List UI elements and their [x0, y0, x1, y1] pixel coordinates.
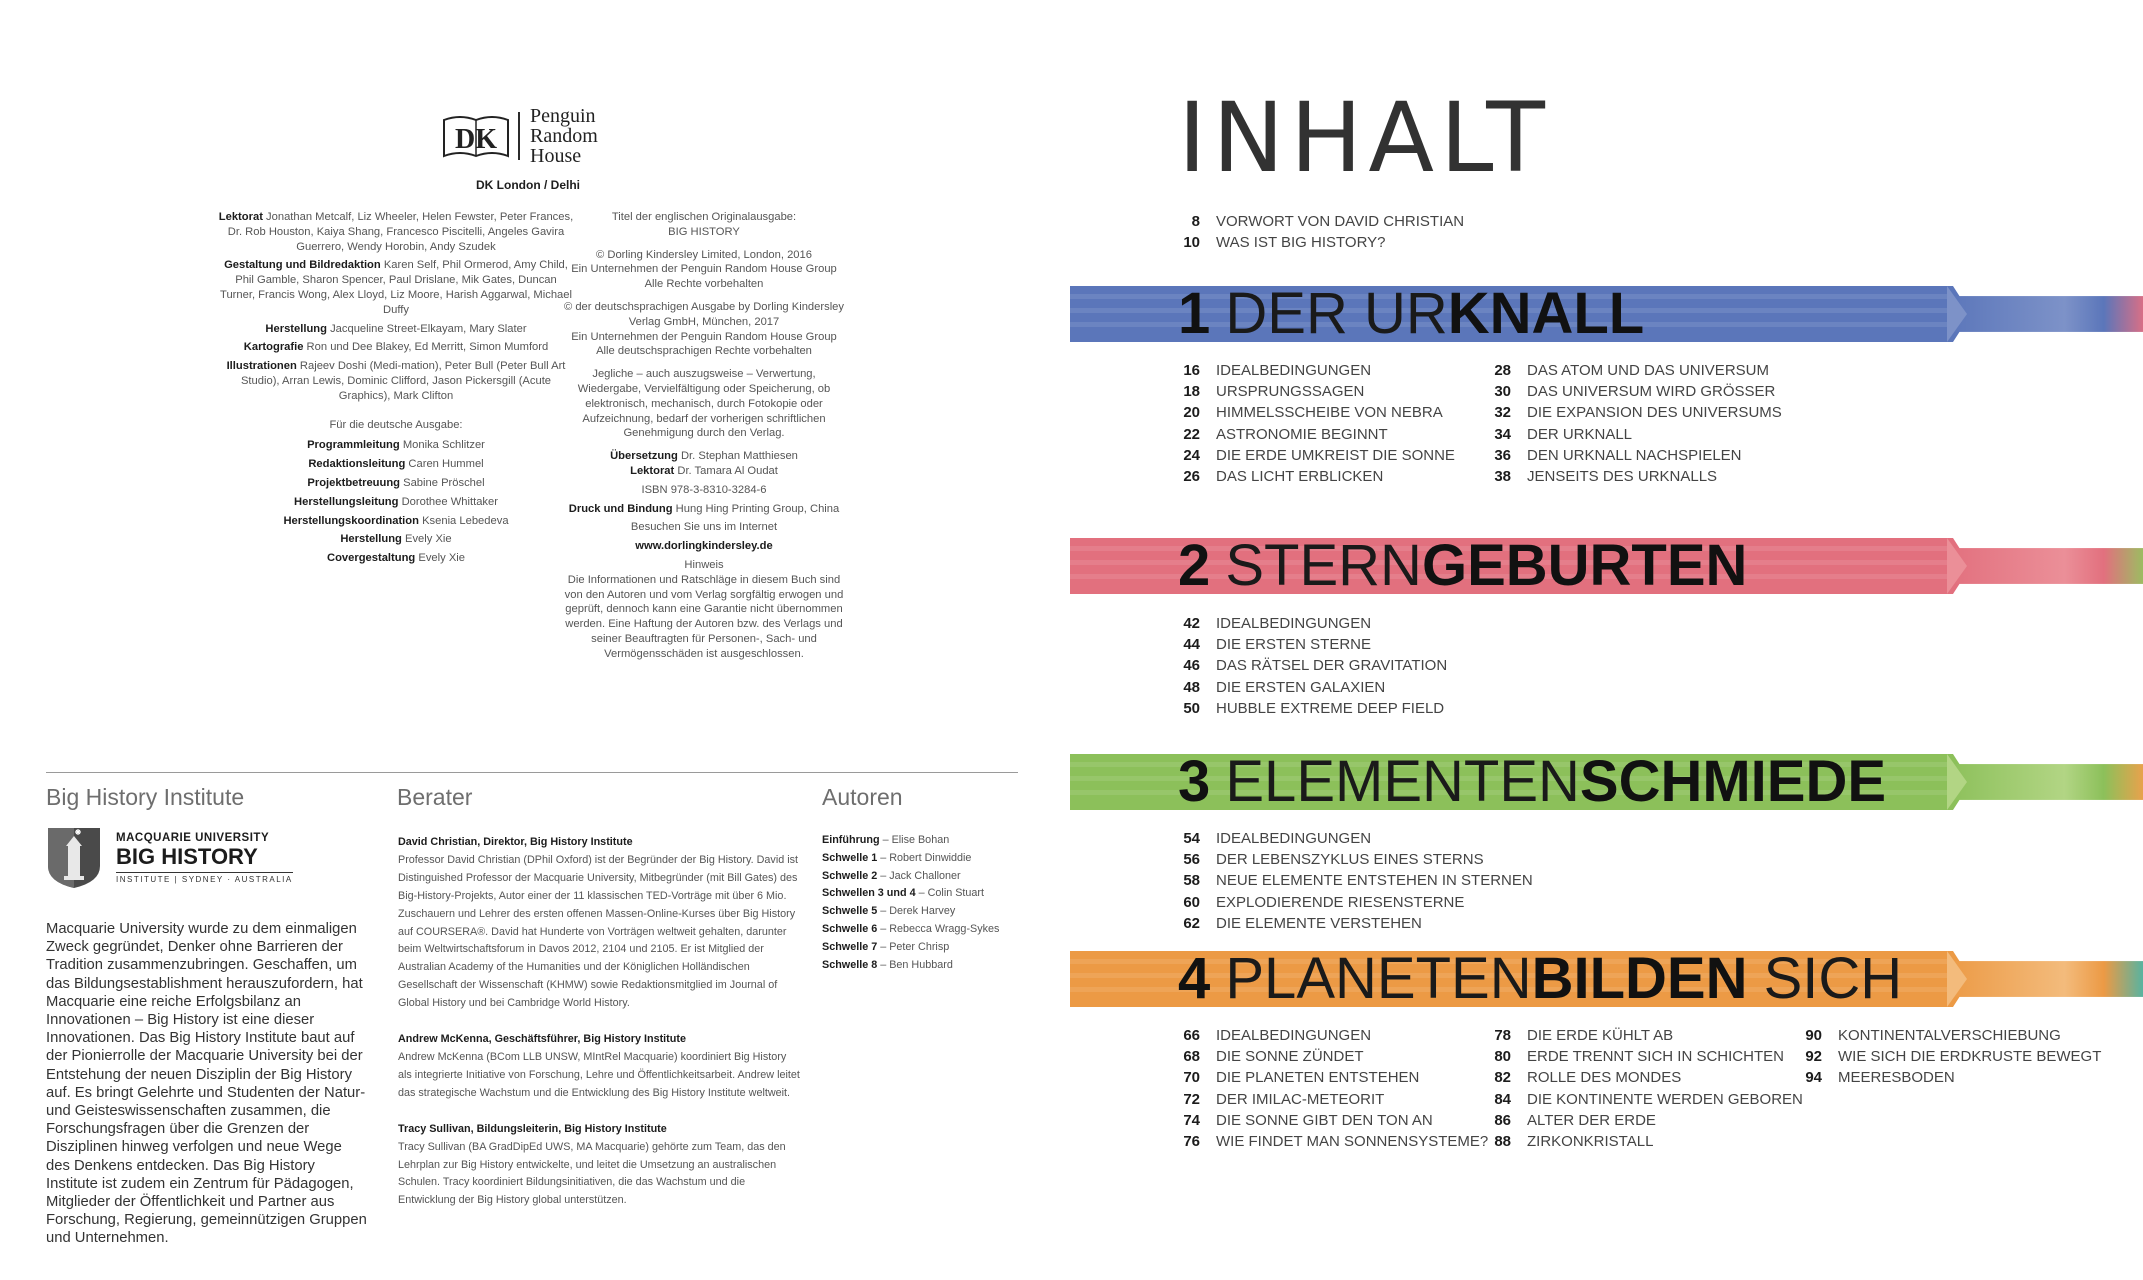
toc-label: ROLLE DES MONDES [1527, 1069, 1682, 1087]
chapter-title-bold: BILDEN [1531, 946, 1748, 1011]
german-edition-heading: Für die deutsche Ausgabe: [329, 418, 463, 431]
section-divider [46, 772, 1018, 773]
toc-page-number: 66 [1183, 1027, 1200, 1044]
credit-role: Gestaltung und Bildredaktion [224, 259, 381, 272]
autor-entry [822, 868, 1022, 886]
chapter-title-thin: STERN [1225, 533, 1422, 598]
toc-entry[interactable] [1170, 402, 1455, 423]
svg-text:DK: DK [455, 124, 497, 155]
chapter-title [1178, 533, 1748, 598]
toc-entry[interactable] [1170, 655, 1447, 676]
berater-name: David Christian, Direktor, Big History Institute [398, 836, 633, 848]
toc-label: NEUE ELEMENTE ENTSTEHEN IN STERNEN [1216, 872, 1533, 890]
credit-names: Caren Hummel [405, 458, 484, 471]
chapter-number: 3 [1178, 749, 1226, 814]
toc-label: ZIRKONKRISTALL [1527, 1133, 1654, 1151]
copyright-de: © der deutschsprachigen Ausgabe by Dorling Kindersley Verlag GmbH, München, 2017 Ein Unternehmen der Penguin Random House Group Alle deutschsprachigen Rechte vorbehalten [563, 300, 844, 358]
autor-entry [822, 939, 1022, 957]
autor-name: – Ben Hubbard [877, 958, 953, 971]
chapter-band-3[interactable] [1070, 749, 2143, 814]
toc-entry[interactable] [1170, 698, 1447, 719]
contents-title: INHALT [1178, 82, 1551, 194]
website-link[interactable]: www.dorlingkindersley.de [635, 540, 773, 553]
chapter-4-column [1792, 1025, 2101, 1089]
toc-page-number: 10 [1183, 234, 1200, 252]
toc-page-number: 92 [1805, 1048, 1822, 1066]
chapter-title [1178, 749, 1887, 814]
credit-names: Evely Xie [415, 552, 466, 565]
autor-entry [822, 832, 1022, 850]
chapter-4-column [1481, 1025, 1803, 1152]
toc-page-number: 44 [1183, 636, 1200, 654]
berater-name: Tracy Sullivan, Bildungsleiterin, Big History Institute [398, 1122, 667, 1135]
toc-label: DIE PLANETEN ENTSTEHEN [1216, 1069, 1420, 1087]
logo-divider [518, 112, 520, 160]
credit-entry [218, 495, 574, 510]
mq-university-text: MACQUARIE UNIVERSITY [116, 832, 270, 844]
toc-label: DER URKNALL [1527, 425, 1633, 443]
toc-entry[interactable] [1170, 1025, 1488, 1046]
toc-label: IDEALBEDINGUNGEN [1216, 615, 1372, 632]
note-text: Die Informationen und Ratschläge in diesem Buch sind von den Autoren und vom Verlag sorgfältig erwogen und geprüft, dennoch kann eine Garantie nicht übernommen werden. Eine Haftung der Autoren bzw. des Verlags und seiner Beauftragten für Personen-, Sach- und Vermögensschäden ist ausgeschlossen. [564, 573, 844, 660]
toc-entry[interactable] [1481, 381, 1782, 402]
toc-label: HUBBLE EXTREME DEEP FIELD [1216, 699, 1445, 717]
chapter-title-thin: DER UR [1225, 281, 1448, 346]
credit-role: Covergestaltung [326, 552, 416, 565]
toc-page-number: 24 [1183, 446, 1200, 464]
lighthouse-shield-icon [46, 826, 102, 890]
toc-label: MEERESBODEN [1838, 1069, 1955, 1087]
toc-label: DAS LICHT ERBLICKEN [1216, 468, 1384, 486]
toc-entry[interactable] [1481, 360, 1782, 381]
credit-entry [218, 258, 574, 317]
toc-label: DIE ERSTEN GALAXIEN [1216, 678, 1386, 696]
visit-text: Besuchen Sie uns im Internet [630, 521, 778, 534]
credit-role: Lektorat [218, 211, 263, 223]
toc-entry[interactable] [1170, 892, 1533, 913]
chapter-number: 2 [1178, 533, 1226, 598]
credit-entry [218, 210, 574, 254]
toc-label: DAS UNIVERSUM WIRD GRÖSSER [1527, 383, 1776, 401]
credit-entry [218, 532, 574, 547]
toc-label: WIE FINDET MAN SONNENSYSTEME? [1216, 1133, 1489, 1151]
toc-entry[interactable] [1170, 1131, 1488, 1152]
credit-role: Herstellung [265, 322, 327, 335]
chapter-3-column [1170, 828, 1533, 934]
toc-page-number: 86 [1494, 1111, 1511, 1129]
berater-bio: Professor David Christian (DPhil Oxford) ist der Begründer der Big History. David ist Distinguished Professor der Macquarie University, Mitbegründer (mit Bill Gates) des Big-History-Projekts, Autor einer der 11 klassischen TED-Vorträge mit über 6 Mio. Zuschauern und Lehrer des ersten offenen Massen-Online-Kurses über Big History auf COURSERA®. David hat Hunderte von Vorträgen weltweit gehalten, darunter beim Weltwirtschaftsforum in Davos 2012, 2104 und 2105. Er ist Mitglied der Australian Academy of the Humanities und der Königlichen Holländischen Gesellschaft der Wissenschaft (KHMW) sowie Redaktionsmitglied im Journal of Global History und bei Cambridge World History. [398, 853, 799, 1010]
toc-page-number: 20 [1183, 404, 1200, 422]
toc-label: JENSEITS DES URKNALLS [1527, 468, 1718, 486]
autor-name: – Robert Dinwiddie [877, 851, 972, 864]
toc-entry[interactable] [1481, 1067, 1803, 1088]
toc-entry[interactable] [1170, 232, 1464, 253]
toc-label: DIE SONNE ZÜNDET [1216, 1048, 1364, 1066]
toc-entry[interactable] [1481, 1025, 1803, 1046]
credit-role: Projektbetreuung [307, 476, 401, 489]
toc-page-number: 46 [1183, 657, 1200, 675]
toc-entry[interactable] [1481, 445, 1782, 466]
toc-label: EXPLODIERENDE RIESENSTERNE [1216, 893, 1465, 911]
toc-entry[interactable] [1170, 677, 1447, 698]
toc-page-number: 76 [1183, 1133, 1200, 1151]
toc-label: DIE ERDE UMKREIST DIE SONNE [1216, 446, 1455, 464]
publisher-logo [440, 105, 620, 167]
toc-entry[interactable] [1170, 445, 1455, 466]
credit-entry [218, 551, 574, 566]
toc-entry[interactable] [1481, 466, 1782, 487]
autoren-list [822, 832, 1022, 974]
credit-names: Jonathan Metcalf, Liz Wheeler, Helen Fewster, Peter Frances, Dr. Rob Houston, Kaiya Shang, Francesco Piscitelli, Angeles Gavira Guerrero, Wendy Horobin, Andy Szudek [227, 211, 574, 253]
credit-names: Ksenia Lebedeva [418, 514, 509, 527]
toc-entry[interactable] [1170, 634, 1447, 655]
toc-label: DIE SONNE GIBT DEN TON AN [1216, 1111, 1433, 1129]
berater-name: Andrew McKenna, Geschäftsführer, Big History Institute [398, 1033, 686, 1046]
toc-label: ALTER DER ERDE [1527, 1111, 1656, 1129]
toc-label: IDEALBEDINGUNGEN [1216, 362, 1372, 379]
credit-entry [218, 457, 574, 472]
toc-page-number: 16 [1183, 362, 1200, 379]
toc-page-number: 60 [1183, 893, 1200, 911]
autor-name: – Colin Stuart [915, 887, 985, 900]
toc-label: DIE ERDE KÜHLT AB [1527, 1027, 1674, 1044]
credits-left [218, 210, 574, 570]
chapter-number: 4 [1178, 946, 1226, 1011]
chapter-title-thin: ELEMENTEN [1225, 749, 1580, 814]
autor-entry [822, 921, 1022, 939]
toc-label: WAS IST BIG HISTORY? [1216, 234, 1386, 252]
toc-label: HIMMELSSCHEIBE VON NEBRA [1216, 404, 1443, 422]
chapter-2-column [1170, 613, 1447, 719]
toc-label: DIE ERSTEN STERNE [1216, 636, 1372, 654]
credit-entry [218, 340, 574, 355]
toc-label: DIE ELEMENTE VERSTEHEN [1216, 914, 1422, 932]
isbn: ISBN 978-3-8310-3284-6 [641, 483, 767, 496]
credit-names: Karen Self, Phil Ormerod, Amy Child, Phil Gamble, Sharon Spencer, Paul Drislane, Mik Gates, Duncan Turner, Francis Wong, Alex Lloyd, Liz Moore, Harish Aggarwal, Michael Duffy [220, 259, 572, 316]
chapter-1-column [1170, 360, 1455, 487]
autor-role: Schwelle 7 [822, 940, 878, 953]
orig-title: BIG HISTORY [668, 225, 740, 238]
autor-role: Schwelle 6 [822, 922, 878, 935]
macquarie-logo [46, 826, 293, 890]
credit-role: Herstellung [340, 533, 402, 546]
toc-label: ERDE TRENNT SICH IN SCHICHTEN [1527, 1048, 1784, 1066]
chapter-title-bold: GEBURTEN [1421, 533, 1748, 598]
chapter-band-1[interactable] [1070, 281, 2143, 346]
toc-entry[interactable] [1481, 1131, 1803, 1152]
credit-names: Evely Xie [401, 533, 452, 546]
berater-entry [398, 1121, 802, 1211]
toc-page-number: 38 [1494, 468, 1511, 486]
toc-page-number: 84 [1494, 1090, 1511, 1108]
toc-page-number: 50 [1183, 699, 1200, 717]
autor-role: Schwelle 5 [822, 905, 878, 918]
chapter-title-bold: KNALL [1447, 281, 1645, 346]
credit-entry [218, 514, 574, 529]
toc-page-number: 36 [1494, 446, 1511, 464]
autoren-heading: Autoren [822, 784, 903, 810]
toc-page-number: 82 [1494, 1069, 1511, 1087]
toc-label: IDEALBEDINGUNGEN [1216, 1027, 1372, 1044]
chapter-title [1178, 946, 1903, 1011]
chapter-title [1178, 281, 1645, 346]
credit-entry [218, 322, 574, 337]
berater-bio: Andrew McKenna (BCom LLB UNSW, MIntRel Macquarie) koordiniert Big History als integrierte Initiative von Forschung, Lehre und Öffentlichkeitsarbeit. Andrew leitet das strategische Wachstum und die Entwicklung des Big History Institute weltweit. [398, 1050, 800, 1099]
note-title: Hinweis [684, 558, 724, 571]
toc-page-number: 18 [1183, 383, 1200, 401]
toc-page-number: 28 [1494, 362, 1511, 379]
berater-entry [398, 1031, 802, 1103]
publisher-office: DK London / Delhi [476, 178, 580, 192]
toc-entry[interactable] [1170, 613, 1447, 634]
toc-label: DAS ATOM UND DAS UNIVERSUM [1527, 362, 1769, 379]
toc-page-number: 72 [1183, 1090, 1200, 1108]
toc-page-number: 94 [1805, 1069, 1822, 1087]
toc-entry[interactable] [1170, 424, 1455, 445]
credit-entry [218, 359, 574, 403]
toc-page-number: 74 [1183, 1111, 1200, 1129]
toc-label: DIE KONTINENTE WERDEN GEBOREN [1527, 1090, 1803, 1108]
autor-name: – Jack Challoner [877, 869, 961, 882]
toc-page-number: 48 [1183, 678, 1200, 696]
toc-page-number: 68 [1183, 1048, 1200, 1066]
credit-role: Redaktionsleitung [308, 458, 406, 471]
toc-page-number: 80 [1494, 1048, 1511, 1066]
print-credit: Druck und Bindung Hung Hing Printing Group, China [568, 502, 840, 515]
berater-list [398, 834, 802, 1228]
dk-logo-icon [440, 112, 512, 160]
autor-entry [822, 885, 1022, 903]
orig-title-label: Titel der englischen Originalausgabe: [611, 211, 797, 223]
autor-name: – Peter Chrisp [877, 940, 950, 953]
berater-bio: Tracy Sullivan (BA GradDipEd UWS, MA Macquarie) gehörte zum Team, das den Lehrplan zur Big History entwickelte, und leitet die Umsetzung an australischen Schulen. Tracy koordiniert Bildungsinitiativen, die das Wachstum und die Entwicklung der Big History global unterstützen. [398, 1140, 786, 1207]
toc-label: IDEALBEDINGUNGEN [1216, 830, 1372, 847]
toc-page-number: 30 [1494, 383, 1511, 401]
toc-page-number: 70 [1183, 1069, 1200, 1087]
autor-role: Schwelle 1 [822, 851, 878, 864]
chapter-title-tail: SICH [1747, 946, 1903, 1011]
chapter-band-4[interactable] [1070, 946, 2143, 1011]
toc-page-number: 78 [1494, 1027, 1511, 1044]
toc-entry[interactable] [1481, 1046, 1803, 1067]
toc-label: VORWORT VON DAVID CHRISTIAN [1216, 213, 1465, 230]
credit-role: Programmleitung [307, 439, 400, 452]
toc-label: ASTRONOMIE BEGINNT [1216, 425, 1388, 443]
toc-label: DEN URKNALL NACHSPIELEN [1527, 446, 1742, 464]
autor-role: Einführung [822, 834, 880, 846]
credit-entry [218, 476, 574, 491]
toc-page-number: 90 [1805, 1027, 1822, 1044]
toc-entry[interactable] [1170, 870, 1533, 891]
toc-entry[interactable] [1792, 1067, 2101, 1088]
chapter-title-thin: PLANETEN [1225, 946, 1532, 1011]
toc-label: WIE SICH DIE ERDKRUSTE BEWEGT [1838, 1048, 2102, 1066]
toc-entry[interactable] [1170, 381, 1455, 402]
toc-page-number: 26 [1183, 468, 1200, 486]
toc-page-number: 22 [1183, 425, 1200, 443]
credit-names: Dorothee Whittaker [398, 495, 498, 508]
chapter-number: 1 [1178, 281, 1226, 346]
chapter-title-bold: SCHMIEDE [1579, 749, 1887, 814]
credit-role: Herstellungsleitung [294, 495, 399, 508]
toc-entry[interactable] [1170, 913, 1533, 934]
toc-label: DAS RÄTSEL DER GRAVITATION [1216, 657, 1448, 675]
editor-credit: Lektorat Dr. Tamara Al Oudat [630, 464, 778, 477]
autor-name: – Elise Bohan [879, 834, 950, 846]
autor-role: Schwelle 8 [822, 958, 878, 971]
mq-bighistory-text: BIG HISTORY [116, 844, 258, 869]
toc-label: DER LEBENSZYKLUS EINES STERNS [1216, 851, 1484, 869]
toc-entry[interactable] [1481, 1089, 1803, 1110]
toc-entry[interactable] [1481, 424, 1782, 445]
credit-names: Monika Schlitzer [399, 439, 485, 452]
autor-entry [822, 850, 1022, 868]
berater-heading: Berater [397, 784, 473, 810]
autor-entry [822, 903, 1022, 921]
mq-institute-text: INSTITUTE | SYDNEY · AUSTRALIA [116, 872, 293, 884]
rights-notice: Jegliche – auch auszugsweise – Verwertung, Wiedergabe, Vervielfältigung oder Speicherung, ob elektronisch, mechanisch, durch Fotokopie oder Aufzeichnung, bedarf der vorherigen schriftlichen Genehmigung durch den Verlag. [577, 368, 831, 440]
toc-page-number: 42 [1183, 615, 1200, 632]
toc-entry[interactable] [1170, 1067, 1488, 1088]
toc-page-number: 88 [1494, 1133, 1511, 1151]
credit-role: Kartografie [243, 341, 304, 354]
credit-names: Ron und Dee Blakey, Ed Merritt, Simon Mumford [303, 341, 549, 354]
autor-role: Schwellen 3 und 4 [822, 887, 916, 900]
toc-page-number: 8 [1191, 213, 1200, 230]
chapter-1-column [1481, 360, 1782, 487]
credit-role: Herstellungskoordination [283, 514, 419, 527]
credit-names: Jacqueline Street-Elkayam, Mary Slater [326, 322, 527, 335]
credit-role: Illustrationen [226, 360, 297, 373]
translation-credit: Übersetzung Dr. Stephan Matthiesen [610, 450, 798, 463]
toc-entry[interactable] [1170, 1046, 1488, 1067]
toc-entry[interactable] [1170, 211, 1464, 232]
autor-name: – Derek Harvey [877, 905, 956, 918]
toc-entry[interactable] [1170, 1089, 1488, 1110]
toc-entry[interactable] [1481, 402, 1782, 423]
autor-entry [822, 957, 1022, 975]
credit-entry [218, 438, 574, 453]
copyright-uk: © Dorling Kindersley Limited, London, 2016 Ein Unternehmen der Penguin Random House Group Alle Rechte vorbehalten [571, 248, 837, 291]
toc-page-number: 32 [1494, 404, 1511, 422]
autor-role: Schwelle 2 [822, 869, 878, 882]
toc-entry[interactable] [1792, 1025, 2101, 1046]
toc-entry[interactable] [1792, 1046, 2101, 1067]
berater-entry [398, 834, 802, 1013]
toc-label: URSPRUNGSSAGEN [1216, 383, 1365, 401]
toc-label: DIE EXPANSION DES UNIVERSUMS [1527, 404, 1782, 422]
toc-entry[interactable] [1170, 360, 1455, 381]
toc-entry[interactable] [1170, 466, 1455, 487]
toc-entry[interactable] [1481, 1110, 1803, 1131]
bhi-description: Macquarie University wurde zu dem einmaligen Zweck gegründet, Denker ohne Barrieren der Tradition zusammenzubringen. Geschaffen, um das Bildungsestablishment herauszufordern, hat Macquarie eine reiche Erfolgsbilanz an Innovationen – Big History ist eine dieser Innovationen. Das Big History Institute baut auf der Pionierrolle der Macquarie University bei der Entstehung der neuen Disziplin der Big History auf. Es bringt Gelehrte und Studenten der Natur- und Geisteswissenschaften zusammen, die Forschungsfragen über die Grenzen der Disziplinen hinweg verfolgen und neue Wege des Denkens entdecken. Das Big History Institute ist zudem ein Zentrum für Pädagogen, Mitglieder der Öffentlichkeit und Partner aus Forschung, Regierung, gemeinnützigen Gruppen und Unternehmen. [46, 921, 367, 1247]
credits-right [548, 210, 860, 662]
credit-names: Rajeev Doshi (Medi-mation), Peter Bull (Peter Bull Art Studio), Arran Lewis, Dominic Clifford, Jason Pickersgill (Acute Graphics), Mark Clifton [240, 360, 566, 402]
chapter-band-2[interactable] [1070, 533, 2143, 598]
contents-intro [1170, 211, 1464, 253]
toc-page-number: 62 [1183, 914, 1200, 932]
toc-page-number: 56 [1183, 851, 1200, 869]
toc-label: KONTINENTALVERSCHIEBUNG [1838, 1027, 2061, 1044]
toc-page-number: 54 [1183, 830, 1200, 847]
toc-page-number: 58 [1183, 872, 1200, 890]
chapter-4-column [1170, 1025, 1488, 1152]
toc-entry[interactable] [1170, 828, 1533, 849]
penguin-random-house-wordmark: Penguin Random House [530, 105, 598, 167]
bhi-heading: Big History Institute [46, 784, 245, 810]
toc-page-number: 34 [1494, 425, 1511, 443]
autor-name: – Rebecca Wragg-Sykes [877, 922, 1000, 935]
toc-entry[interactable] [1170, 1110, 1488, 1131]
toc-label: DER IMILAC-METEORIT [1216, 1090, 1385, 1108]
toc-entry[interactable] [1170, 849, 1533, 870]
credit-names: Sabine Pröschel [400, 476, 485, 489]
